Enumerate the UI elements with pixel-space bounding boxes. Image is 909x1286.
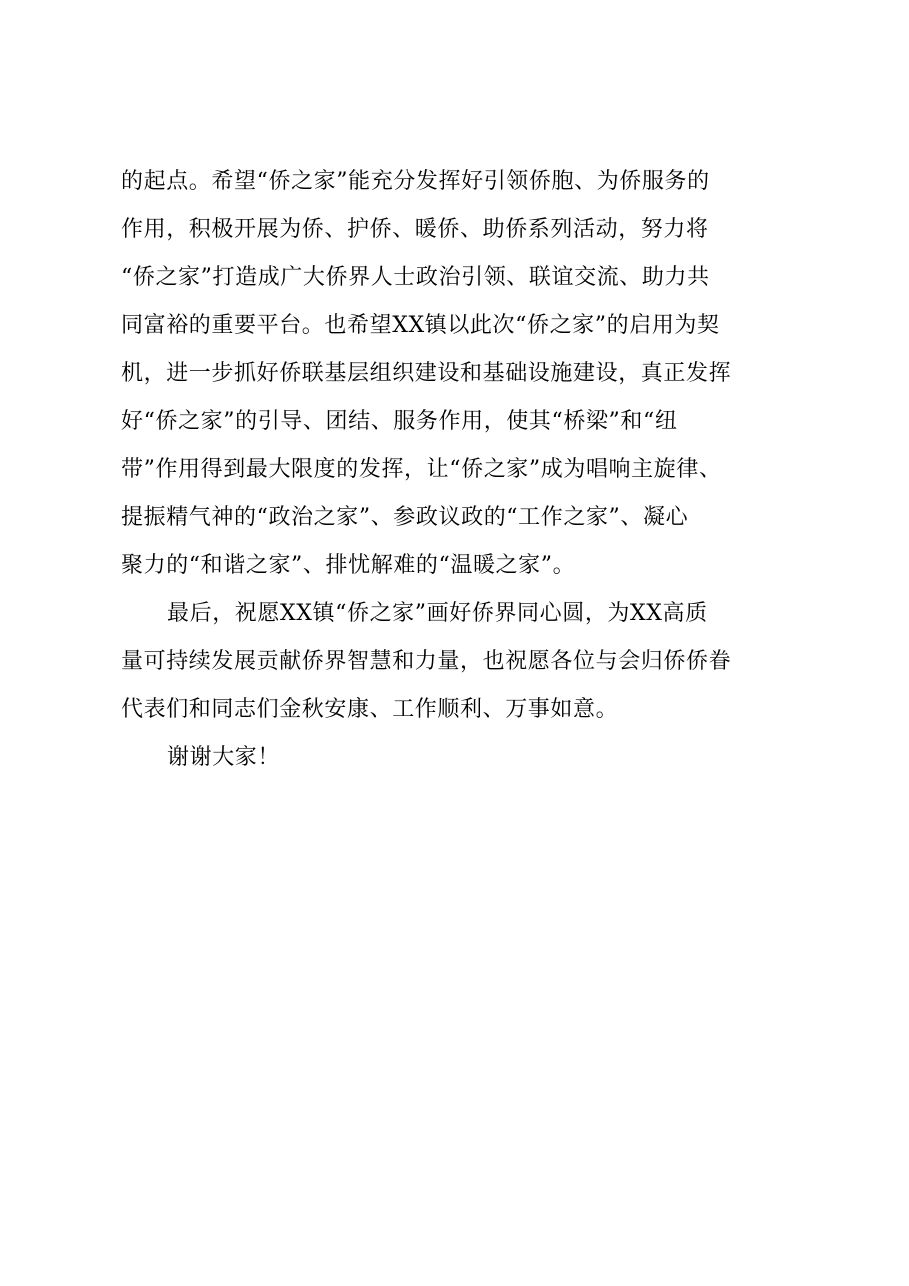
text-line: 聚力的“和谐之家”、排忧解难的“温暖之家”。	[121, 553, 576, 578]
text-line: 同富裕的重要平台。也希望XX镇以此次“侨之家”的启用为契	[121, 313, 720, 338]
text-line: 的起点。希望“侨之家”能充分发挥好引领侨胞、为侨服务的	[121, 169, 710, 194]
text-line: 量可持续发展贡献侨界智慧和力量，也祝愿各位与会归侨侨眷	[121, 649, 732, 674]
text-line: 代表们和同志们金秋安康、工作顺利、万事如意。	[121, 697, 619, 722]
text-line: 带”作用得到最大限度的发挥，让“侨之家”成为唱响主旋律、	[121, 457, 722, 482]
text-line: 最后，祝愿XX镇“侨之家”画好侨界同心圆，为XX高质	[167, 601, 708, 626]
text-line: 提振精气神的“政治之家”、参政议政的“工作之家”、凝心	[121, 505, 689, 530]
closing-thanks: 谢谢大家！	[167, 745, 281, 770]
text-line: “侨之家”打造成广大侨界人士政治引领、联谊交流、助力共	[121, 265, 710, 290]
text-line: 作用，积极开展为侨、护侨、暖侨、助侨系列活动，努力将	[121, 217, 709, 242]
text-line: 机，进一步抓好侨联基层组织建设和基础设施建设，真正发挥	[121, 361, 732, 386]
text-line: 好“侨之家”的引导、团结、服务作用，使其“桥梁”和“纽	[121, 409, 678, 434]
